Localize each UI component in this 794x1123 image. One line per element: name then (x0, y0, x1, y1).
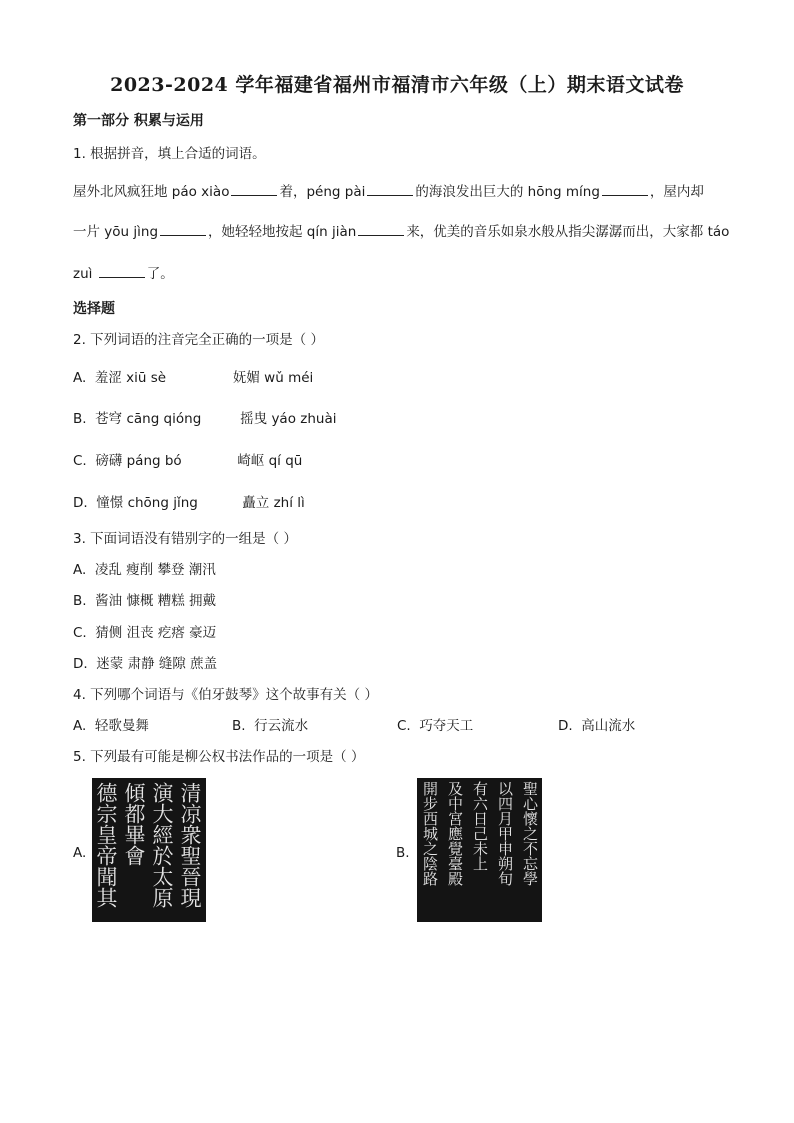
q3-option-a[interactable]: A. 凌乱 瘦削 攀登 潮汛 (73, 562, 216, 578)
answer-blank[interactable] (358, 223, 404, 236)
answer-blank[interactable] (367, 183, 413, 196)
q3-option-b[interactable]: B. 酱油 慷概 糟糕 拥戴 (73, 593, 217, 609)
q5-option-b-label[interactable]: B. (396, 845, 410, 861)
q4-option-d[interactable]: D. 高山流水 (558, 718, 636, 734)
page-title: 2023-2024 学年福建省福州市福清市六年级（上）期末语文试卷 (110, 74, 684, 96)
q1-line-3: zuì 了。 (73, 266, 174, 282)
calligraphy-sample-b[interactable]: 聖心懷之不忘學 以四月甲申朔旬 有六日己未上 及中宮應覺臺殿 開步西城之陰路 (417, 778, 542, 922)
q4-stem: 4. 下列哪个词语与《伯牙鼓琴》这个故事有关（ ） (73, 687, 378, 703)
q1-line-2: 一片 yōu jìng ，她轻轻地按起 qín jiàn 来，优美的音乐如泉水般从指尖潺潺而出，大家都 táo (73, 224, 730, 240)
answer-blank[interactable] (99, 265, 145, 278)
calligraphy-sample-a[interactable]: 清凉衆聖晉現 演大經於太原 傾都畢會 德宗皇帝聞其 (92, 778, 206, 922)
q4-option-a[interactable]: A. 轻歌曼舞 (73, 718, 149, 734)
section-heading-part1: 第一部分 积累与运用 (73, 113, 204, 129)
q2-option-b[interactable]: B. 苍穹 cāng qióng 摇曳 yáo zhuài (73, 411, 337, 427)
answer-blank[interactable] (231, 183, 277, 196)
q5-option-a-label[interactable]: A. (73, 845, 87, 861)
q3-stem: 3. 下面词语没有错别字的一组是（ ） (73, 531, 297, 547)
q4-option-c[interactable]: C. 巧夺天工 (397, 718, 474, 734)
answer-blank[interactable] (602, 183, 648, 196)
q2-option-d[interactable]: D. 憧憬 chōng jǐng 矗立 zhí lì (73, 495, 305, 511)
q1-stem: 1. 根据拼音，填上合适的词语。 (73, 146, 266, 162)
q4-option-b[interactable]: B. 行云流水 (232, 718, 309, 734)
section-heading-choice: 选择题 (73, 301, 115, 317)
q2-option-a[interactable]: A. 羞涩 xiū sè 妩媚 wǔ méi (73, 370, 314, 386)
q3-option-c[interactable]: C. 猜侧 沮丧 疙瘩 豪迈 (73, 625, 217, 641)
q5-stem: 5. 下列最有可能是柳公权书法作品的一项是（ ） (73, 749, 365, 765)
q1-line-1: 屋外北风疯狂地 páo xiào 着，péng pài 的海浪发出巨大的 hōng míng ，屋内却 (73, 184, 704, 200)
answer-blank[interactable] (160, 223, 206, 236)
q2-option-c[interactable]: C. 磅礴 páng bó 崎岖 qí qū (73, 453, 303, 469)
q2-stem: 2. 下列词语的注音完全正确的一项是（ ） (73, 332, 324, 348)
q3-option-d[interactable]: D. 迷蒙 肃静 缝隙 蔗盖 (73, 656, 218, 672)
